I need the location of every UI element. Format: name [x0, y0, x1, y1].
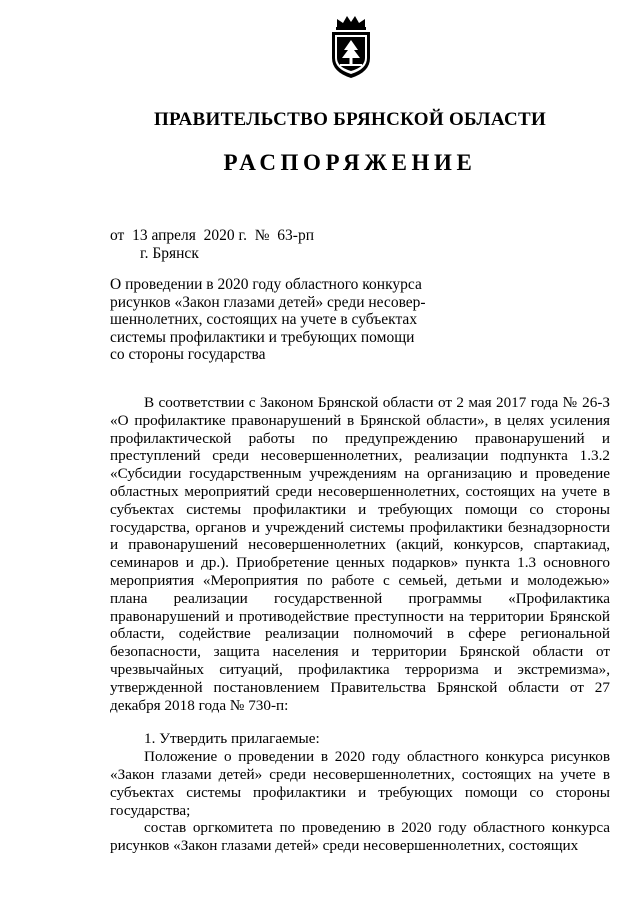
document-place: г. Брянск	[140, 245, 199, 262]
bryansk-coat-of-arms-icon	[329, 14, 373, 80]
document-type-title: РАСПОРЯЖЕНИЕ	[223, 150, 477, 175]
item-1-committee-paragraph: состав оргкомитета по проведению в 2020 году областного конкурса рисунков «Закон глазами детей» среди несовершеннолетних, состоящих	[110, 819, 610, 855]
subject-line: системы профилактики и требующих помощи	[110, 328, 415, 346]
government-title: ПРАВИТЕЛЬСТВО БРЯНСКОЙ ОБЛАСТИ	[153, 109, 547, 130]
subject-line: шеннолетних, состоящих на учете в субъектах	[110, 311, 418, 329]
subject-line: со стороны государства	[110, 346, 266, 364]
item-1-regulation-paragraph: Положение о проведении в 2020 году областного конкурса рисунков «Закон глазами детей» среди несовершеннолетних, состоящих на учете в субъектах системы профилактики и требующих помощи со стороны государства;	[110, 748, 610, 819]
document-body	[110, 394, 610, 855]
subject-line: О проведении в 2020 году областного конкурса	[110, 276, 422, 293]
item-1-heading: 1. Утвердить прилагаемые:	[144, 730, 320, 748]
document-date-number: от 13 апреля 2020 г. № 63-рп	[110, 227, 315, 244]
subject-line: рисунков «Закон глазами детей» среди несовер-	[110, 293, 426, 311]
preamble-paragraph: В соответствии с Законом Брянской области от 2 мая 2017 года № 26-З «О профилактике правонарушений в Брянской области», в целях усиления профилактической работы по предупреждению правонарушений и преступлений среди несовершеннолетних, реализации подпункта 1.3.2 «Субсидии государственным учреждениям на организацию и проведение областных мероприятий среди несовершеннолетних, состоящих на учете в субъектах системы профилактики и требующих помощи со стороны государства, органов и учреждений системы профилактики безнадзорности и правонарушений несовершеннолетних (акций, конкурсов, спартакиад, семинаров и др.). Приобретение ценных подарков» пункта 1.3 основного мероприятия «Мероприятия по работе с семьей, детьми и молодежью» плана реализации государственной программы «Профилактика правонарушений и противодействие преступности на территории Брянской области, содействие реализации полномочий в сфере региональной безопасности, защита населения и территории Брянской области от чрезвычайных ситуаций, профилактика терроризма и экстремизма», утвержденной постановлением Правительства Брянской области от 27 декабря 2018 года № 730-п:	[110, 394, 610, 714]
document-subject	[110, 276, 426, 364]
